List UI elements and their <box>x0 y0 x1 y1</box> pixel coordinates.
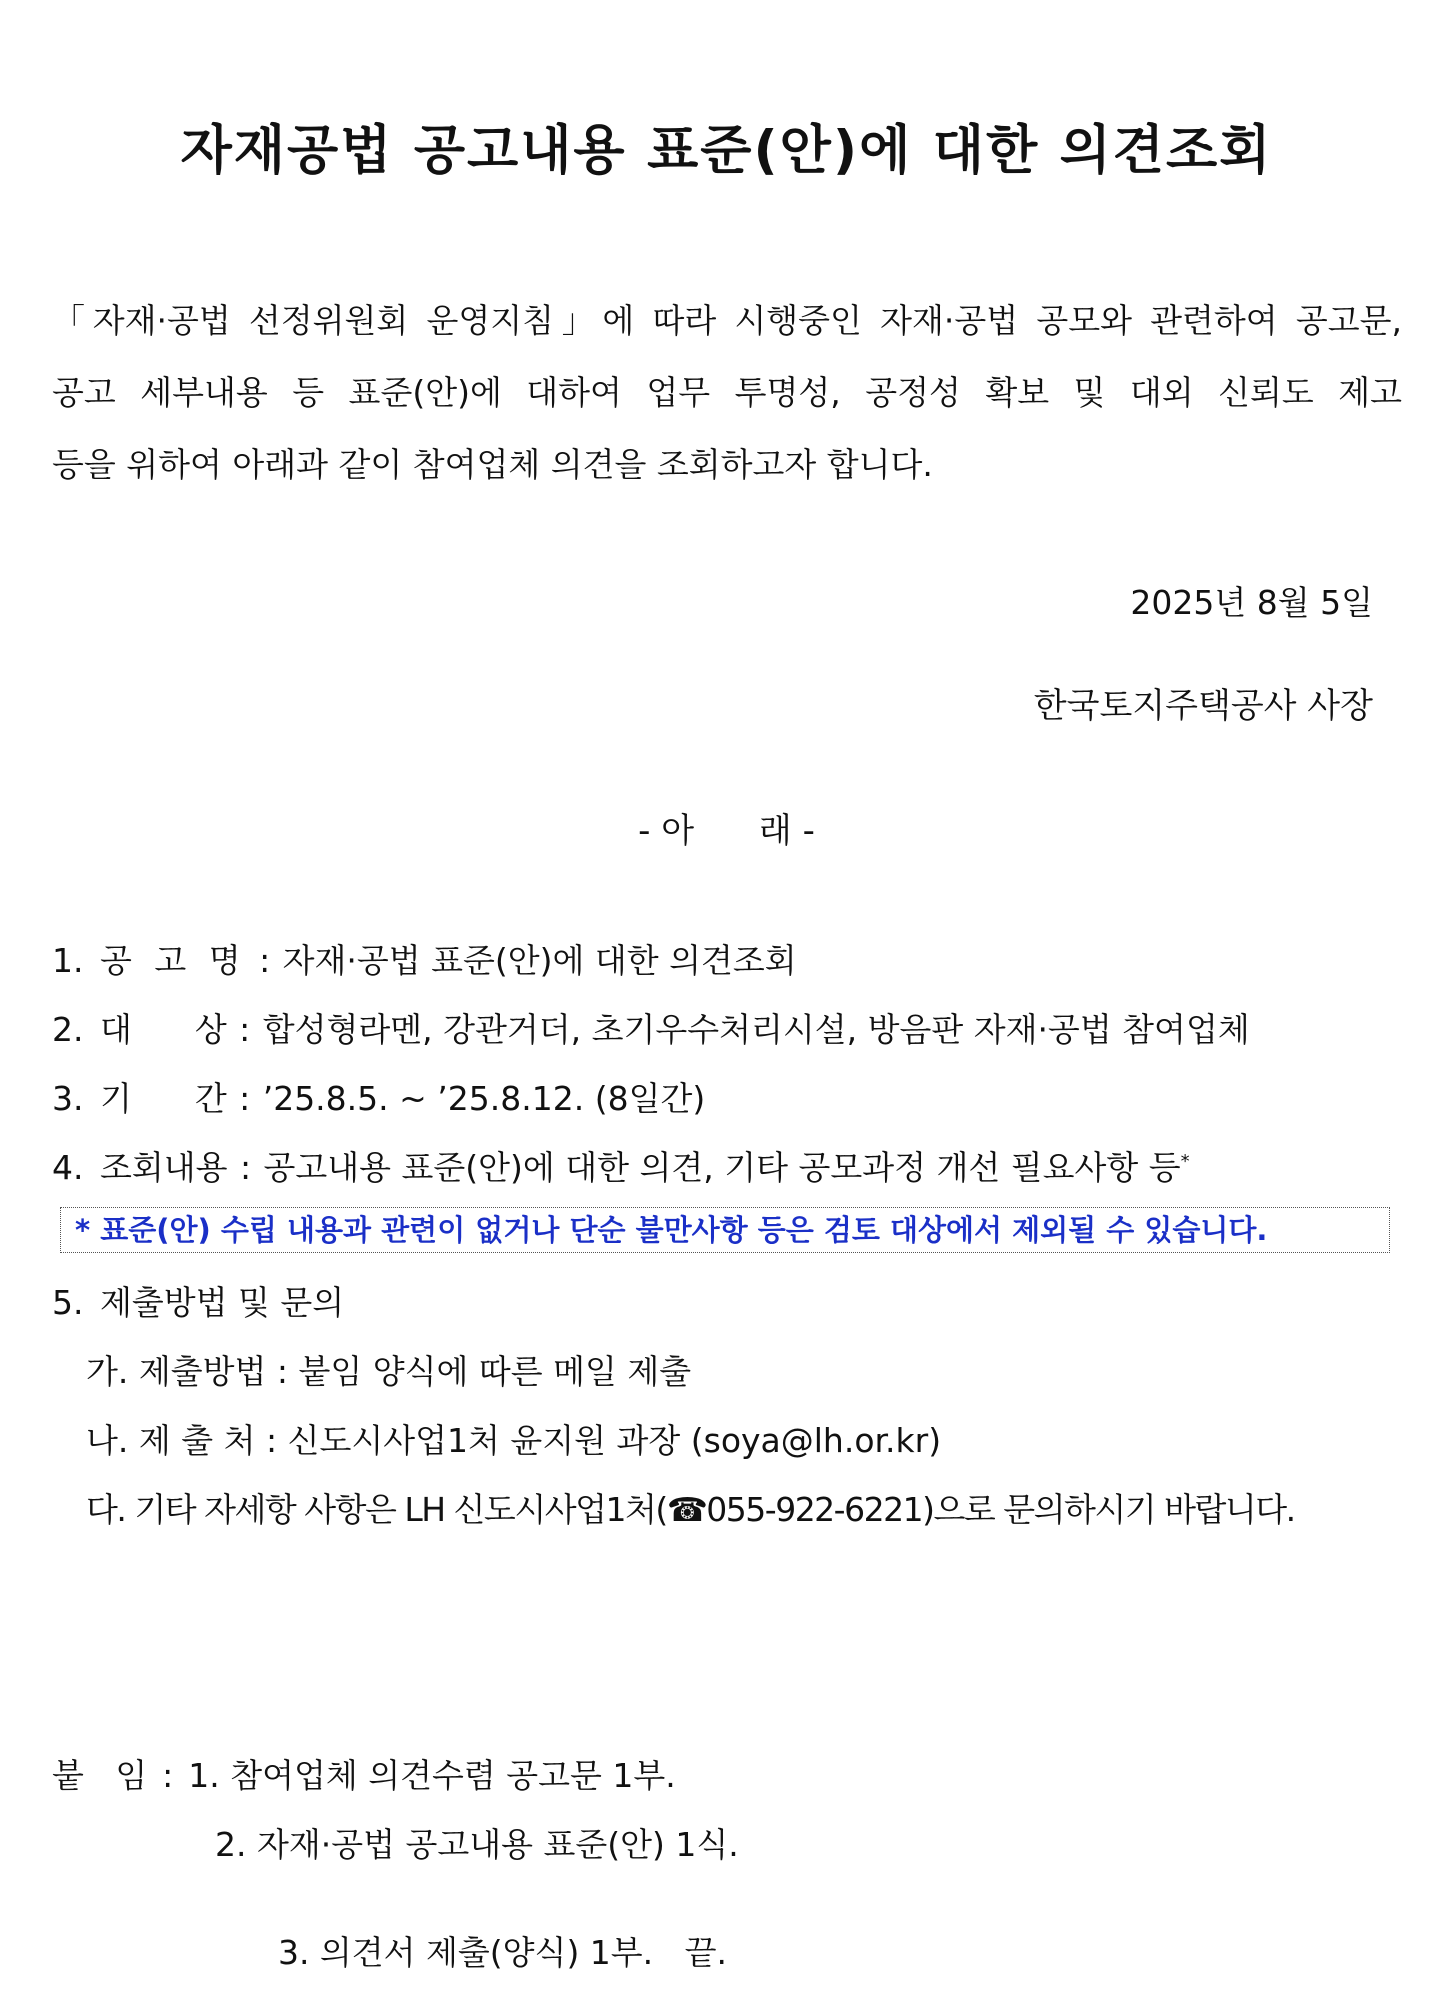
item-separator: : <box>239 1010 251 1049</box>
item-number: 1. <box>52 941 84 980</box>
item-value: 자재·공법 표준(안)에 대한 의견조회 <box>282 941 797 980</box>
item-value: ’25.8.5. ~ ’25.8.12. (8일간) <box>262 1079 706 1118</box>
sub-item-prefix: 가. <box>86 1352 129 1391</box>
list-item <box>52 1142 1190 1189</box>
list-item <box>52 1073 705 1120</box>
document-title: 자재공법 공고내용 표준(안)에 대한 의견조회 <box>180 120 1273 181</box>
sub-item-value: 붙임 양식에 따른 메일 제출 <box>298 1352 692 1391</box>
sub-item-prefix: 나. <box>86 1421 129 1460</box>
item-label: 공 고 명 <box>100 941 247 980</box>
sub-item-text: 기타 자세항 사항은 LH 신도시사업1처(☎055-922-6221)으로 문의하시기 바랍니다. <box>134 1490 1295 1529</box>
intro-line: 공고 세부내용 등 표준(안)에 대하여 업무 투명성, 공정성 확보 및 대외 신뢰도 제고 <box>52 373 1402 412</box>
sub-item-separator: : <box>276 1352 289 1391</box>
sub-item-label: 제 출 처 <box>138 1421 256 1460</box>
sub-item-separator: : <box>266 1421 278 1460</box>
item-label: 조회내용 <box>100 1148 228 1187</box>
attachment-row <box>215 1888 727 2013</box>
sub-item <box>86 1346 691 1393</box>
footnote-mark: * <box>1180 1151 1190 1172</box>
sub-item <box>86 1415 941 1462</box>
sub-item-value: 신도시사업1처 윤지원 과장 (soya@lh.or.kr) <box>287 1421 942 1460</box>
intro-paragraph <box>52 285 1402 501</box>
item-value: 합성형라멘, 강관거더, 초기우수처리시설, 방음판 자재·공법 참여업체 <box>262 1010 1250 1049</box>
item-separator: : <box>239 1079 251 1118</box>
intro-line: 등을 위하여 아래과 같이 참여업체 의견을 조회하고자 합니다. <box>52 445 933 484</box>
intro-line: 「자재·공법 선정위원회 운영지침」에 따라 시행중인 자재·공법 공모와 관련하여 공고문, <box>52 301 1402 340</box>
below-heading: - 아 래 - <box>638 811 815 851</box>
sub-item-prefix: 다. <box>86 1490 126 1529</box>
item-separator: : <box>239 1148 252 1187</box>
sub-item-label: 제출방법 <box>138 1352 267 1391</box>
item-label: 제출방법 및 문의 <box>100 1283 345 1322</box>
attachment-row <box>215 1819 739 1866</box>
attachment-item: 2. 자재·공법 공고내용 표준(안) 1식. <box>215 1825 739 1864</box>
item-value: 공고내용 표준(안)에 대한 의견, 기타 공모과정 개선 필요사항 등 <box>263 1148 1181 1187</box>
item-separator: : <box>259 941 271 980</box>
item-number: 5. <box>52 1283 84 1322</box>
item-label: 대 상 <box>100 1010 227 1049</box>
attachment-label: 붙 임 <box>52 1756 148 1795</box>
attachment-row <box>52 1750 676 1797</box>
sub-item <box>86 1484 1295 1531</box>
list-item <box>52 935 797 982</box>
issue-date: 2025년 8월 5일 <box>1130 583 1373 622</box>
item-label: 기 간 <box>100 1079 227 1118</box>
item-number: 4. <box>52 1148 84 1187</box>
issuer: 한국토지주택공사 사장 <box>1033 686 1373 726</box>
list-item <box>52 1277 344 1324</box>
item-number: 2. <box>52 1010 84 1049</box>
attachment-separator: : <box>162 1756 174 1795</box>
list-item <box>52 1004 1250 1051</box>
notice-box: * 표준(안) 수립 내용과 관련이 없거나 단순 불만사항 등은 검토 대상에서 제외될 수 있습니다. <box>60 1207 1390 1253</box>
item-number: 3. <box>52 1079 84 1118</box>
attachment-item: 1. 참여업체 의견수렴 공고문 1부. <box>188 1756 676 1795</box>
attachment-item: 3. 의견서 제출(양식) 1부. 끝. <box>277 1933 728 1972</box>
